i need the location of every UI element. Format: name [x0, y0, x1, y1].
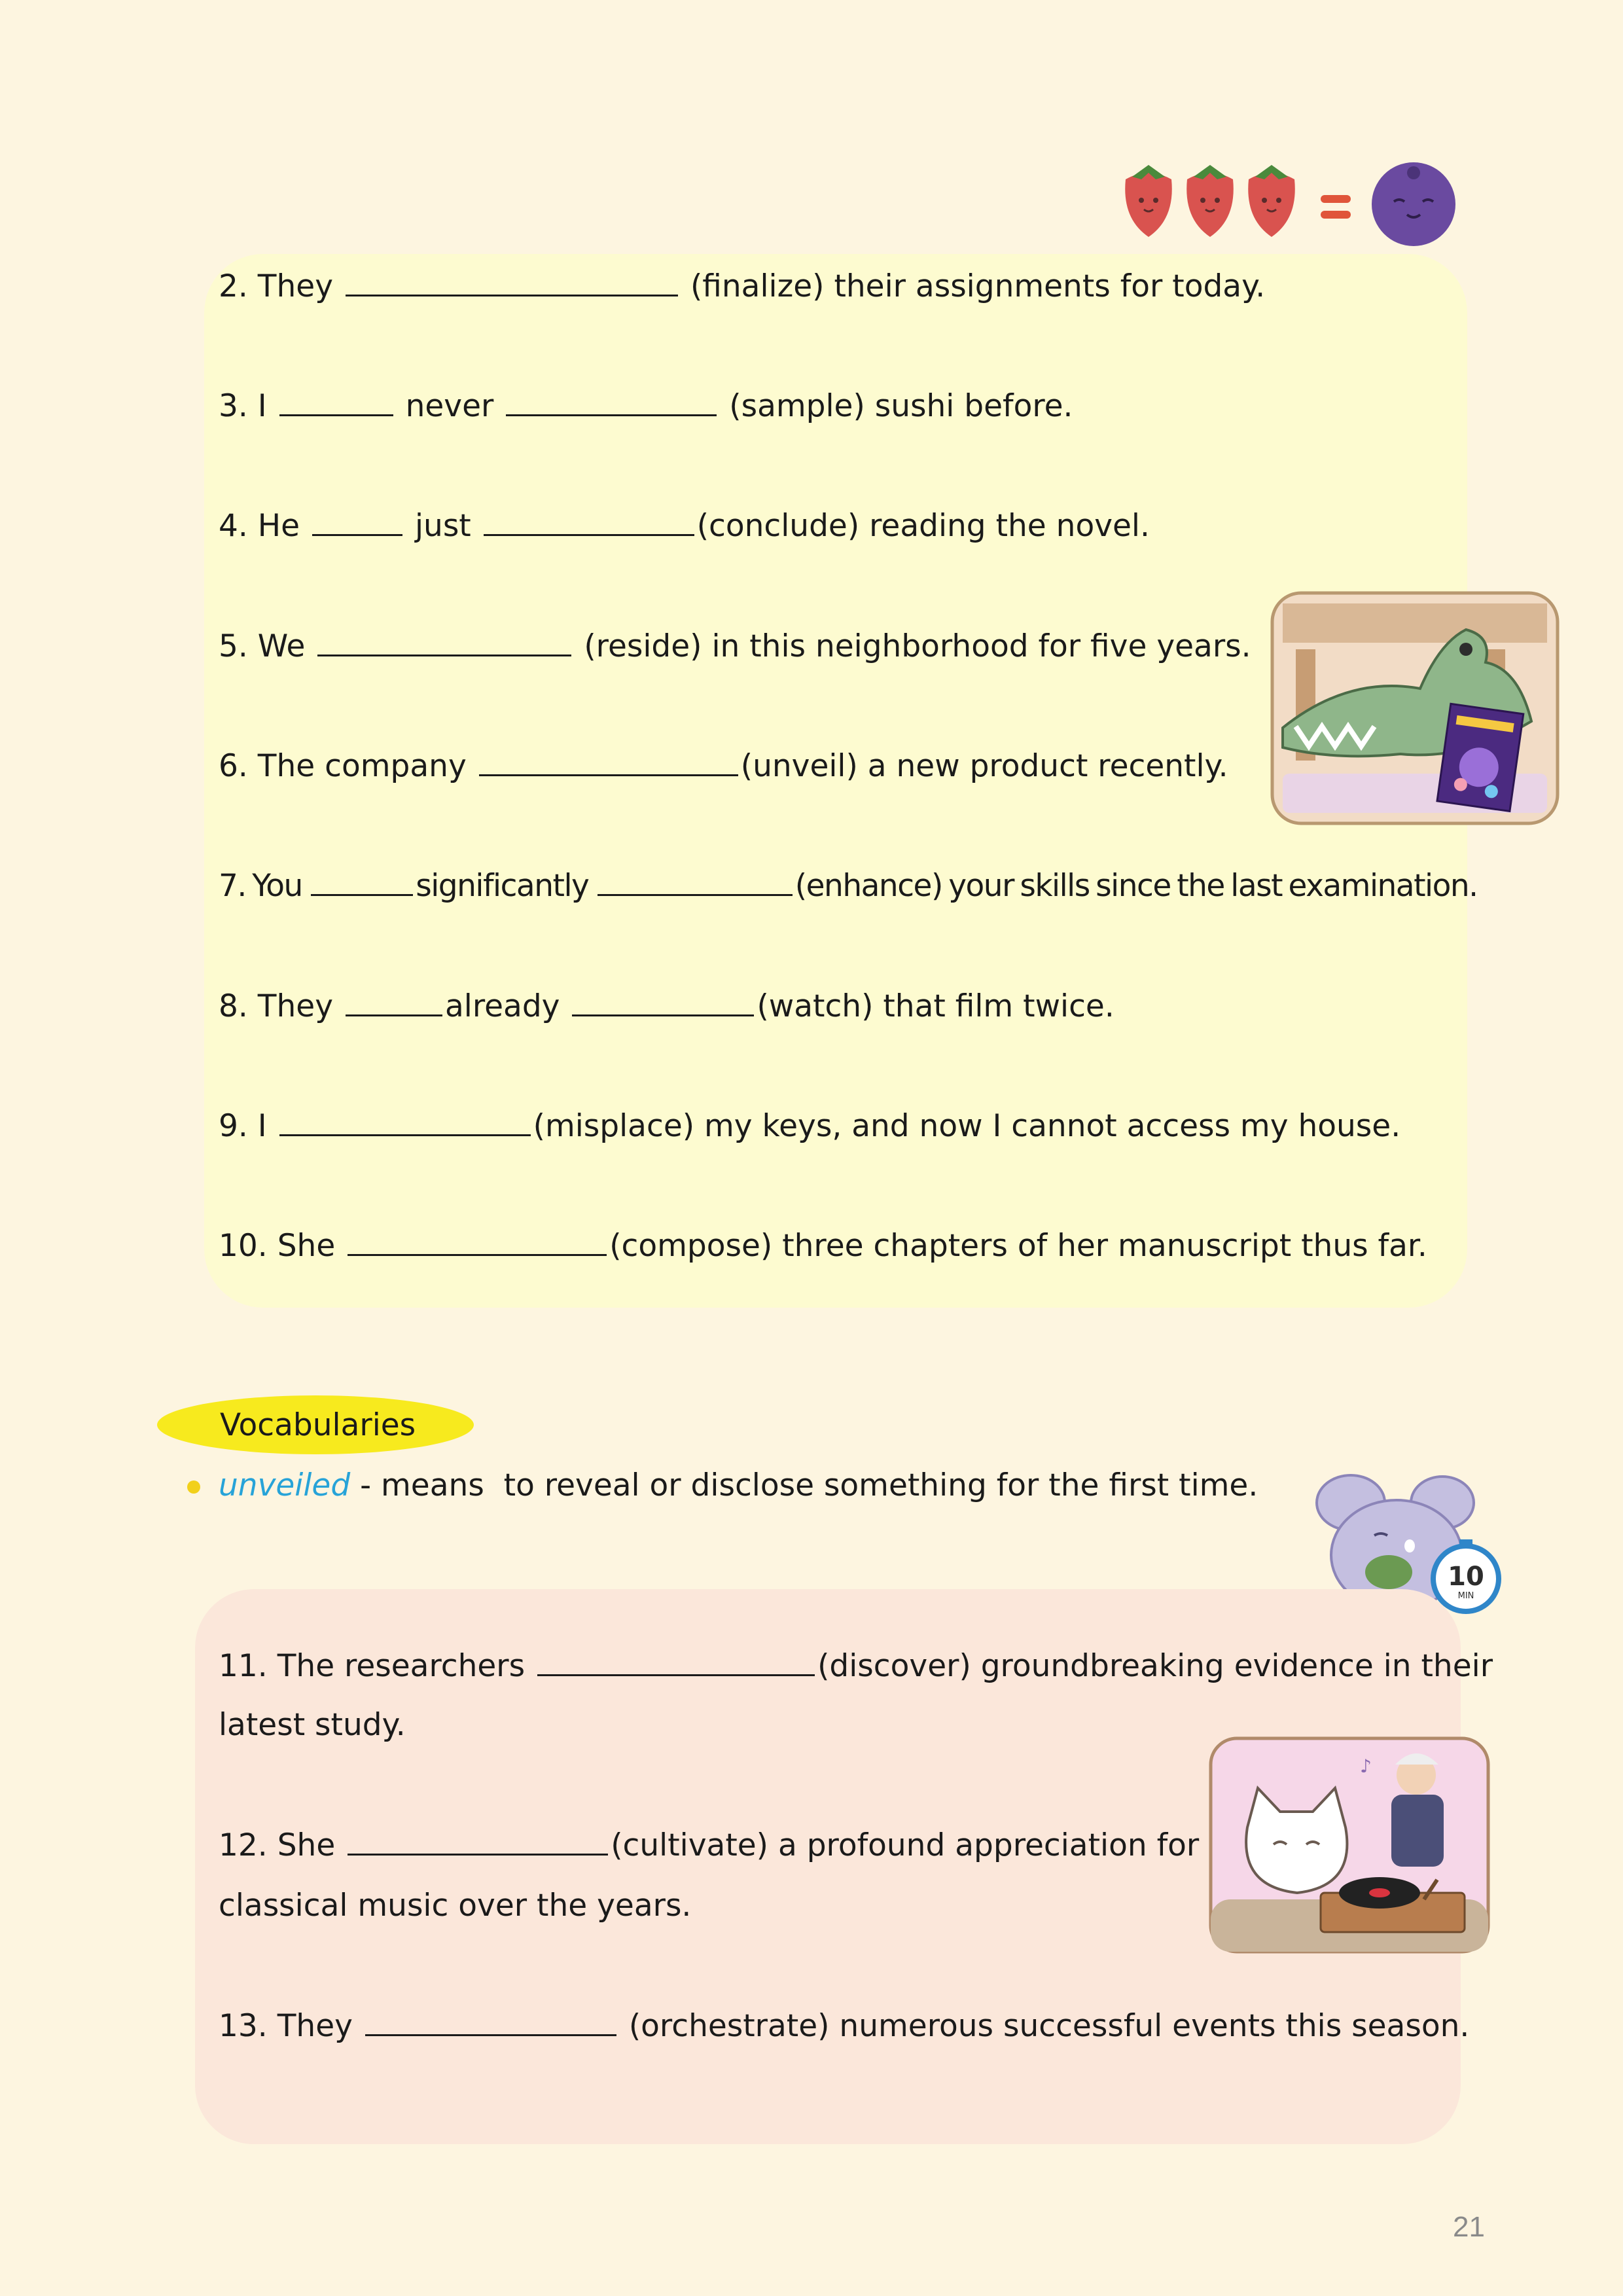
- exercise-11: 11. The researchers (discover) groundbreaking evidence in their: [219, 1648, 1493, 1684]
- answer-blank[interactable]: [346, 268, 678, 296]
- svg-text:♪: ♪: [1360, 1755, 1372, 1777]
- exercise-12-continued: classical music over the years.: [219, 1888, 692, 1924]
- page-number: 21: [1453, 2211, 1485, 2243]
- strawberry-icon: [1186, 165, 1234, 237]
- answer-blank[interactable]: [348, 1827, 608, 1856]
- answer-blank[interactable]: [348, 1228, 607, 1256]
- exercise-4: 4. He just (conclude) reading the novel.: [219, 508, 1150, 544]
- exercise-12: 12. She (cultivate) a profound appreciation for: [219, 1827, 1200, 1863]
- answer-blank[interactable]: [279, 1108, 531, 1136]
- answer-blank[interactable]: [479, 748, 738, 776]
- strawberry-icon: [1125, 165, 1172, 237]
- vocab-definition: - means to reveal or disclose something for the first time.: [350, 1467, 1258, 1503]
- equals-icon: [1321, 195, 1351, 219]
- cat-music-illustration: [1208, 1736, 1491, 1957]
- exercise-10: 10. She (compose) three chapters of her manuscript thus far.: [219, 1228, 1427, 1264]
- exercise-8: 8. They already (watch) that film twice.: [219, 988, 1115, 1024]
- timer-unit: MIN: [1457, 1591, 1474, 1601]
- fruit-equation: [1113, 160, 1466, 249]
- crocodile-illustration: [1270, 590, 1560, 838]
- answer-blank[interactable]: [312, 508, 402, 536]
- exercise-13: 13. They (orchestrate) numerous successful events this season.: [219, 2008, 1470, 2044]
- answer-blank[interactable]: [484, 508, 694, 536]
- exercise-2: 2. They (finalize) their assignments for today.: [219, 268, 1266, 304]
- bullet-icon: [187, 1480, 200, 1494]
- answer-blank[interactable]: [346, 988, 442, 1016]
- exercise-6: 6. The company (unveil) a new product recently.: [219, 748, 1228, 784]
- vocab-entry: [219, 1466, 1258, 1505]
- answer-blank[interactable]: [317, 628, 571, 656]
- answer-blank[interactable]: [572, 988, 754, 1016]
- answer-blank[interactable]: [537, 1648, 815, 1676]
- vocab-word: unveiled: [219, 1467, 351, 1503]
- exercise-7: 7. You significantly (enhance) your skills since the last examination.: [219, 868, 1478, 904]
- exercise-3: 3. I never (sample) sushi before.: [219, 388, 1073, 424]
- exercise-11-continued: latest study.: [219, 1707, 406, 1743]
- vocab-heading: Vocabularies: [220, 1407, 416, 1443]
- answer-blank[interactable]: [597, 868, 793, 896]
- blueberry-icon: [1372, 162, 1455, 246]
- timer-minutes: 10: [1448, 1562, 1484, 1592]
- exercise-9: 9. I (misplace) my keys, and now I cannot access my house.: [219, 1108, 1401, 1144]
- answer-blank[interactable]: [311, 868, 413, 896]
- exercise-5: 5. We (reside) in this neighborhood for five years.: [219, 628, 1251, 664]
- answer-blank[interactable]: [279, 388, 393, 416]
- answer-blank[interactable]: [506, 388, 717, 416]
- answer-blank[interactable]: [365, 2008, 616, 2036]
- strawberry-icon: [1248, 165, 1295, 237]
